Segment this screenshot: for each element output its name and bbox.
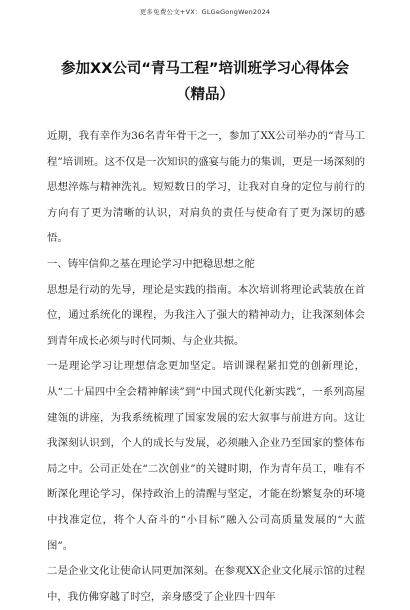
header-note: 更多免费公文+VX：GLGeGongWen2024 [139,8,271,16]
document-body [47,124,365,610]
document-title [40,56,370,108]
paragraph-theory: 思想是行动的先导，理论是实践的指南。本次培训将理论武装放在首位，通过系统化的课程，为我注入了强大的精神动力，让我深刻体会到青年成长必须与时代同频、与企业共振。 [47,283,365,347]
paragraph-point-2: 二是企业文化让使命认同更加深刻。在参观XX企业文化展示馆的过程中，我仿佛穿越了时空，亲身感受了企业四十四年 [47,565,365,603]
section-heading-1: 一、铸牢信仰之基在理论学习中把稳思想之舵 [47,257,255,270]
paragraph-intro: 近期，我有幸作为36名青年骨干之一，参加了XX公司举办的“青马工程”培训班。这不仅是一次知识的盛宴与能力的集训，更是一场深刻的思想淬炼与精神洗礼。短短数日的学习，让我对自身的定位与前行的方向有了更为清晰的认识，对肩负的责任与使命有了更为深切的感悟。 [47,130,365,245]
title-line-1: 参加XX公司“青马工程”培训班学习心得体会 [61,61,349,77]
paragraph-point-1: 一是理论学习让理想信念更加坚定。培训课程紧扣党的创新理论，从“二十届四中全会精神解读”到“中国式现代化新实践”，一系列高屋建瓴的讲座，为我系统梳理了国家发展的宏大叙事与前进方向。这让我深刻认识到，个人的成长与发展，必须融入企业乃至国家的整体布局之中。公司正处在“二次创业”的关键时期，作为青年员工，唯有不断深化理论学习，保持政治上的清醒与坚定，才能在纷繁复杂的环境中找准定位，将个人奋斗的“小目标”融入公司高质量发展的“大蓝图”。 [47,360,365,552]
title-line-2: （精品） [176,87,234,103]
